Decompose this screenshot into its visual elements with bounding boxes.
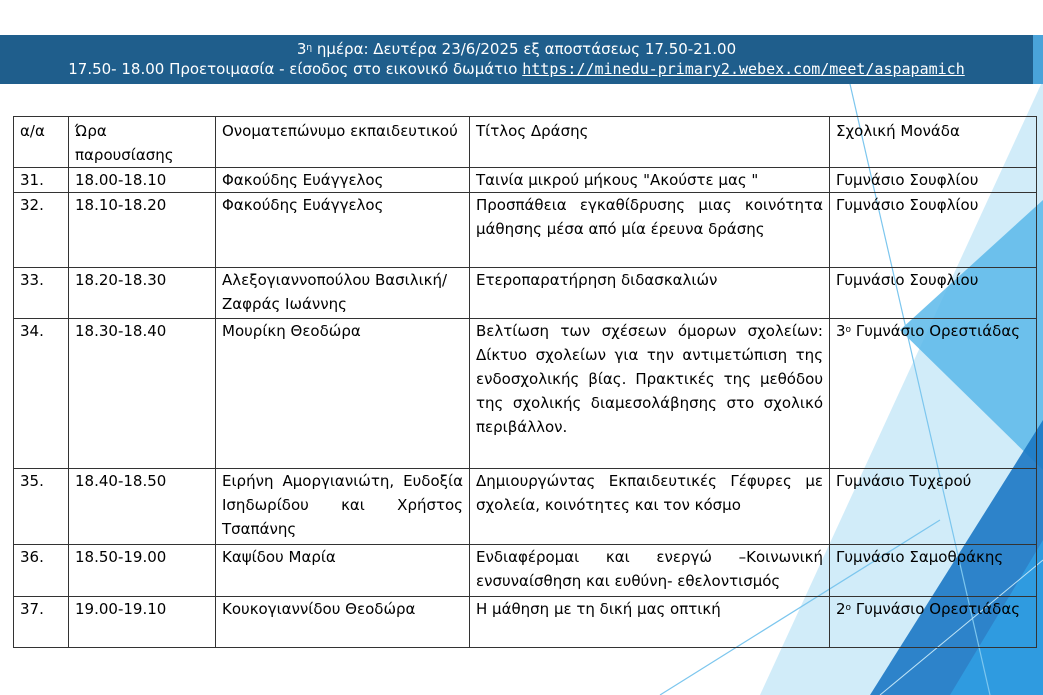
webex-link[interactable]: https://minedu-primary2.webex.com/meet/aspapamich [522, 60, 965, 78]
table-row [14, 193, 1037, 268]
table-row [14, 168, 1037, 193]
cell-num: 34. [14, 319, 69, 469]
cell-title: Δημιουργώντας Εκπαιδευτικές Γέφυρες με σχολεία, κοινότητες και τον κόσμο [470, 469, 830, 545]
table-row [14, 319, 1037, 469]
header-accent-strip [1033, 35, 1043, 84]
cell-school: Γυμνάσιο Σουφλίου [830, 168, 1037, 193]
cell-num: 31. [14, 168, 69, 193]
cell-school: Γυμνάσιο Τυχερού [830, 469, 1037, 545]
cell-title: Η μάθηση με τη δική μας οπτική [470, 597, 830, 648]
presentation-schedule-table [13, 116, 1037, 648]
cell-name: Ειρήνη Αμοργιανιώτη, Ευδοξία Ισηδωρίδου και Χρήστος Τσαπάνης [216, 469, 470, 545]
cell-name: Κουκογιαννίδου Θεοδώρα [216, 597, 470, 648]
cell-name: Αλεξογιαννοπούλου Βασιλική/Ζαφράς Ιωάννης [216, 268, 470, 319]
cell-title: Ενδιαφέρομαι και ενεργώ –Κοινωνική ενσυναίσθηση και ευθύνη- εθελοντισμός [470, 545, 830, 597]
cell-time: 18.00-18.10 [69, 168, 216, 193]
cell-time: 18.10-18.20 [69, 193, 216, 268]
col-header-title: Τίτλος Δράσης [470, 117, 830, 168]
cell-school: $2^o$ Γυμνάσιο Ορεστιάδας [830, 597, 1037, 648]
cell-title: Ταινία μικρού μήκους "Ακούστε μας " [470, 168, 830, 193]
cell-title: Προσπάθεια εγκαθίδρυσης μιας κοινότητα μάθησης μέσα από μία έρευνα δράσης [470, 193, 830, 268]
table-row [14, 268, 1037, 319]
schedule-header [0, 35, 1033, 84]
table-row [14, 597, 1037, 648]
cell-name: Μουρίκη Θεοδώρα [216, 319, 470, 469]
cell-num: 33. [14, 268, 69, 319]
day-line: $3^\eta$ ημέρα: Δευτέρα 23/6/2025 εξ αποστάσεως 17.50-21.00 [296, 40, 737, 58]
cell-time: 18.30-18.40 [69, 319, 216, 469]
cell-num: 37. [14, 597, 69, 648]
table-row [14, 469, 1037, 545]
cell-school: Γυμνάσιο Σαμοθράκης [830, 545, 1037, 597]
cell-time: 18.20-18.30 [69, 268, 216, 319]
table-row [14, 545, 1037, 597]
cell-school: $3^o$ Γυμνάσιο Ορεστιάδας [830, 319, 1037, 469]
cell-title: Βελτίωση των σχέσεων όμορων σχολείων: Δίκτυο σχολείων για την αντιμετώπιση της ενδοσχολικής βίας. Πρακτικές της μεθόδου της σχολικής διαμεσολάβησης στο σχολικό περιβάλλον. [470, 319, 830, 469]
cell-school: Γυμνάσιο Σουφλίου [830, 193, 1037, 268]
cell-time: 19.00-19.10 [69, 597, 216, 648]
cell-title: Ετεροπαρατήρηση διδασκαλιών [470, 268, 830, 319]
cell-time: 18.40-18.50 [69, 469, 216, 545]
col-header-num: α/α [14, 117, 69, 168]
table-header-row [14, 117, 1037, 168]
cell-num: 35. [14, 469, 69, 545]
cell-name: Φακούδης Ευάγγελος [216, 193, 470, 268]
prep-line: 17.50- 18.00 Προετοιμασία - είσοδος στο εικονικό δωμάτιο https://minedu-primary2.webex.com/meet/aspapamich [68, 60, 965, 78]
col-header-time: Ώρα παρουσίασης [69, 117, 216, 168]
col-header-school: Σχολική Μονάδα [830, 117, 1037, 168]
cell-school: Γυμνάσιο Σουφλίου [830, 268, 1037, 319]
col-header-name: Ονοματεπώνυμο εκπαιδευτικού [216, 117, 470, 168]
cell-name: Φακούδης Ευάγγελος [216, 168, 470, 193]
cell-num: 36. [14, 545, 69, 597]
cell-name: Καψίδου Μαρία [216, 545, 470, 597]
cell-num: 32. [14, 193, 69, 268]
cell-time: 18.50-19.00 [69, 545, 216, 597]
